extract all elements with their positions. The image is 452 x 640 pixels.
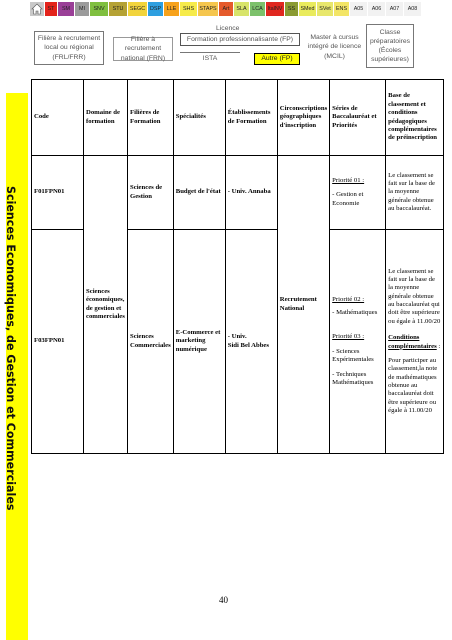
row2-classement: [386, 230, 444, 454]
row2-p2-item: - Mathématiques: [332, 309, 378, 317]
header-circonscriptions: Circonscriptions géographiques d'inscription: [277, 80, 329, 156]
row1-code: F01FPN01: [32, 156, 84, 230]
row2-etablissement-1: - Univ.: [227, 333, 247, 341]
formation-table: [31, 79, 444, 454]
autre-fp-label: Autre (FP): [261, 55, 293, 63]
header-code: Code: [32, 80, 84, 156]
nav-tab-svet[interactable]: SVet: [317, 2, 333, 16]
row1-priorite-item: - Gestion et Economie: [332, 191, 364, 207]
row2-p3-item1: - Sciences Expérimentales: [332, 347, 374, 364]
recrutement-cell: Recrutement National: [277, 156, 329, 454]
nav-tab-st[interactable]: ST: [45, 2, 57, 16]
frl-label: Filière à recrutement local ou régional (FRL/FRR): [37, 35, 101, 61]
row2-p2-title: Priorité 02 :: [332, 295, 365, 303]
category-nav: [30, 2, 448, 16]
nav-tab-stu[interactable]: STU: [109, 2, 127, 16]
nav-tab-lca[interactable]: LCA: [250, 2, 265, 16]
row2-etablissement-2: Sidi Bel Abbes: [227, 341, 269, 349]
table-row: [32, 156, 444, 230]
nav-tab-ens[interactable]: ENS: [334, 2, 349, 16]
page-number: 40: [219, 595, 228, 605]
nav-tab-art[interactable]: Art: [219, 2, 233, 16]
nav-tab-a06[interactable]: A06: [368, 2, 385, 16]
row2-conditions-sep: :: [436, 342, 441, 350]
nav-tab-smed[interactable]: SMed: [299, 2, 316, 16]
fp-label: Formation professionnalisante (FP): [186, 35, 294, 43]
row2-etablissement: [225, 230, 277, 454]
nav-tab-a08[interactable]: A08: [404, 2, 421, 16]
nav-tab-sm[interactable]: SM: [58, 2, 74, 16]
header-domaine: Domaine de formation: [84, 80, 128, 156]
ista-label: ISTA: [202, 55, 218, 63]
header-etablissements: Établissements de Formation: [225, 80, 277, 156]
row2-p3-item2: - Techniques Mathématiques: [332, 370, 374, 386]
nav-tab-lle[interactable]: LLE: [164, 2, 179, 16]
row1-classement: Le classement se fait sur la base de la moyenne générale obtenue au baccalauréat.: [386, 156, 444, 230]
nav-tab-italnv[interactable]: ItalNV: [266, 2, 284, 16]
mcil-box: [307, 27, 362, 67]
row2-specialite: E-Commerce et marketing numérique: [173, 230, 225, 454]
nav-tab-segc[interactable]: SEGC: [128, 2, 147, 16]
home-icon: [31, 3, 43, 15]
row2-filiere: Sciences Commerciales: [128, 230, 174, 454]
row2-code: F03FPN01: [32, 230, 84, 454]
nav-tab-snv[interactable]: SNV: [90, 2, 108, 16]
nav-tab-mi[interactable]: MI: [75, 2, 89, 16]
frn-label: Filière à recrutement national (FRN): [120, 36, 166, 62]
row2-p3-title: Priorité 03 :: [332, 333, 365, 341]
header-series: Séries de Baccalauréat et Priorités: [330, 80, 386, 156]
row2-classement-text: Le classement se fait sur la base de la moyenne générale obtenue au baccalauréat qui doit être supérieure ou égale à 11.00/20: [388, 267, 441, 325]
frl-box: [34, 31, 104, 65]
row2-conditions-heading: [388, 334, 441, 351]
nav-tab-staps[interactable]: STAPS: [198, 2, 218, 16]
domaine-cell: Sciences économiques, de gestion et commerciales: [84, 156, 128, 454]
nav-tab-dsp[interactable]: DSP: [148, 2, 163, 16]
frn-box: [113, 37, 173, 61]
row1-etablissement: - Univ. Annaba: [225, 156, 277, 230]
classe-label: Classe préparatoires (Écoles supérieures): [369, 28, 411, 64]
row2-conditions-text: Pour participer au classement,la note de mathématiques obtenue au baccalauréat doit être supérieure ou égale à 11.00/20: [388, 356, 438, 415]
autre-fp-box: [254, 53, 300, 65]
row2-conditions-title: Conditions complémentaires: [388, 334, 437, 350]
header-filieres: Filières de Formation: [128, 80, 174, 156]
nav-tab-a05[interactable]: A05: [350, 2, 367, 16]
mcil-label: Master à cursus intégré de licence (MCIL): [307, 34, 362, 60]
row1-specialite: Budget de l'état: [173, 156, 225, 230]
row1-filiere: Sciences de Gestion: [128, 156, 174, 230]
table-header-row: [32, 80, 444, 156]
row1-priorite-title: Priorité 01 :: [332, 176, 365, 184]
fp-box: [180, 33, 300, 46]
row1-series: [330, 156, 386, 230]
home-button[interactable]: [30, 2, 44, 16]
nav-tab-a07[interactable]: A07: [386, 2, 403, 16]
row2-series: [330, 230, 386, 454]
licence-label: Licence: [216, 25, 240, 32]
ista-box: [180, 52, 240, 65]
header-specialites: Spécialités: [173, 80, 225, 156]
nav-tab-sla[interactable]: SLA: [234, 2, 249, 16]
nav-tab-shs[interactable]: SHS: [180, 2, 197, 16]
nav-tab-ss[interactable]: SS: [285, 2, 298, 16]
classe-box: [366, 24, 414, 68]
header-classement: Base de classement et conditions pédagogiques complémentaires de préinscription: [386, 80, 444, 156]
domain-sidebar-title: Sciences Economiques, de Gestion et Commerciales: [4, 186, 17, 511]
